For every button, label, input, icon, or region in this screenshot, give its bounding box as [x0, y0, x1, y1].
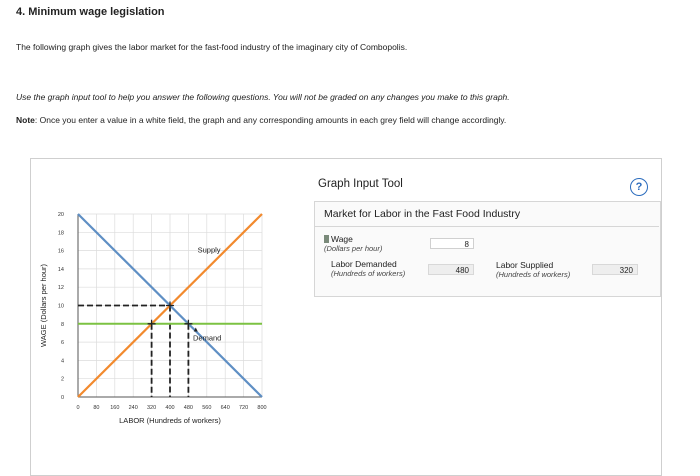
graph-input-tool-title: Graph Input Tool	[318, 178, 403, 190]
x-tick-label: 480	[183, 405, 193, 411]
wage-input[interactable]: 8	[430, 238, 474, 249]
divider	[314, 226, 659, 227]
x-tick-label: 400	[165, 405, 175, 411]
labor-demanded-label: Labor Demanded	[331, 259, 397, 269]
x-axis-label: LABOR (Hundreds of workers)	[119, 416, 221, 425]
y-tick-label: 6	[60, 340, 64, 347]
x-tick-label: 80	[93, 405, 100, 411]
labor-supplied-label: Labor Supplied	[496, 260, 554, 270]
x-tick-label: 0	[76, 405, 80, 411]
y-tick-label: 8	[60, 321, 64, 328]
labor-demanded-sub: (Hundreds of workers)	[331, 269, 406, 278]
y-tick-label: 2	[60, 376, 64, 383]
labor-demanded-value: 480	[428, 264, 474, 275]
note-text: : Once you enter a value in a white field, the graph and any corresponding amounts in each grey field will change accordingly.	[34, 115, 507, 125]
labor-supplied-value: 320	[592, 264, 638, 275]
demand-label: Demand	[193, 333, 222, 343]
x-tick-label: 800	[257, 405, 267, 411]
y-tick-label: 16	[57, 248, 64, 255]
y-tick-label: 4	[60, 358, 64, 365]
x-tick-label: 560	[202, 405, 212, 411]
question-mark-icon[interactable]: ?	[630, 178, 648, 196]
wage-sub-label: (Dollars per hour)	[324, 244, 383, 253]
x-tick-label: 160	[110, 405, 120, 411]
labor-demanded-group	[331, 260, 411, 278]
wage-label-group	[324, 235, 382, 253]
wage-label: Wage	[331, 234, 353, 244]
y-axis-label: WAGE (Dollars per hour)	[39, 263, 48, 348]
note-label: Note	[16, 115, 35, 125]
x-tick-label: 320	[147, 405, 157, 411]
labor-market-chart[interactable]	[32, 196, 282, 436]
y-tick-label: 18	[57, 230, 64, 237]
y-tick-label: 14	[57, 266, 64, 273]
question-note	[16, 115, 506, 125]
question-instruction: Use the graph input tool to help you answer the following questions. You will not be graded on any changes you make to this graph.	[16, 92, 510, 102]
y-tick-label: 12	[57, 285, 64, 292]
supply-label: Supply	[197, 245, 221, 255]
wage-swatch-icon	[324, 235, 329, 243]
labor-supplied-sub: (Hundreds of workers)	[496, 270, 571, 279]
x-tick-label: 240	[128, 405, 138, 411]
y-tick-label: 20	[57, 212, 64, 218]
x-tick-label: 640	[220, 405, 230, 411]
market-heading: Market for Labor in the Fast Food Industry	[324, 208, 521, 220]
y-tick-label: 10	[57, 303, 64, 310]
labor-supplied-group	[496, 261, 576, 279]
question-intro: The following graph gives the labor market for the fast-food industry of the imaginary city of Combopolis.	[16, 42, 408, 52]
question-title: 4. Minimum wage legislation	[16, 6, 165, 18]
y-tick-label: 0	[60, 395, 64, 401]
x-tick-label: 720	[239, 405, 249, 411]
